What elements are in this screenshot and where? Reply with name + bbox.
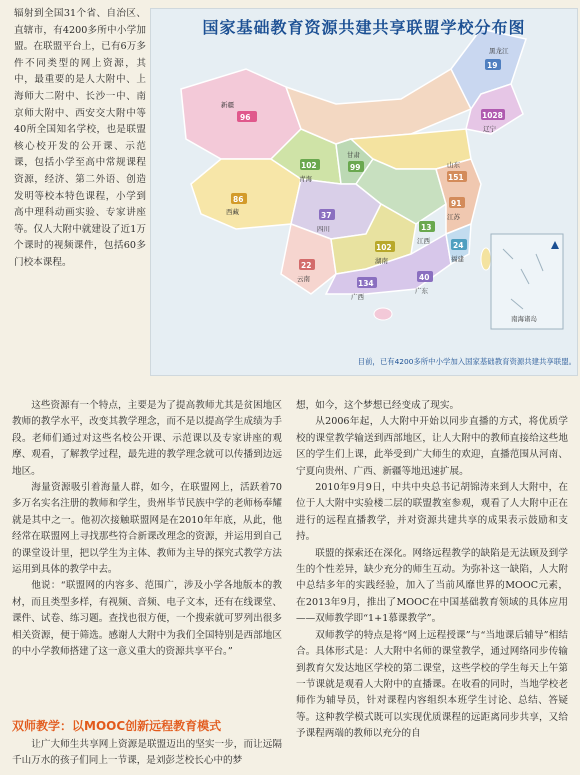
svg-text:甘肃: 甘肃 bbox=[347, 151, 360, 159]
svg-text:江苏: 江苏 bbox=[447, 213, 460, 221]
region-hainan bbox=[374, 308, 392, 320]
section-heading: 双师教学：以MOOC创新远程教育模式 bbox=[12, 719, 222, 733]
count-shandong: 151 bbox=[448, 173, 464, 182]
svg-text:青海: 青海 bbox=[299, 175, 312, 183]
count-jiangxi: 13 bbox=[421, 223, 432, 232]
paragraph: 这些资源有一个特点，主要是为了提高教师尤其是贫困地区教师的教学水平，改变其教学理念，而不是以提高学生成绩为手段。老师们通过对这些名校公开课、示范课以及专家讲座的观摩、观看，了解教学过程，最先进的教学理念就可以传播到边远地区。 bbox=[12, 400, 282, 477]
left-column bbox=[14, 6, 146, 272]
svg-text:南海诸岛: 南海诸岛 bbox=[511, 315, 537, 323]
count-guangdong: 40 bbox=[419, 273, 430, 282]
body-column-left-tail bbox=[12, 737, 282, 770]
count-jiangsu: 91 bbox=[451, 199, 462, 208]
svg-text:湖南: 湖南 bbox=[375, 257, 388, 265]
svg-text:江西: 江西 bbox=[417, 237, 430, 245]
paragraph: 他说：“联盟网的内容多、范围广，涉及小学各地版本的教材，而且类型多样，有视频、音频、电子文本，还有在线课堂、课件、试卷、练习题。查找也很方便，一个搜索就可罗列出很多相关资源，便于筛选。感谢人大附中为我们全国特别是西部地区的中小学教师搭建了这一意义重大的资源共享平台。” bbox=[12, 580, 282, 658]
svg-text:辽宁: 辽宁 bbox=[483, 125, 496, 133]
svg-text:黑龙江: 黑龙江 bbox=[489, 47, 509, 55]
svg-text:山东: 山东 bbox=[447, 161, 460, 169]
count-yunnan: 22 bbox=[301, 261, 312, 270]
paragraph: 让广大师生共享网上资源是联盟迈出的坚实一步，而让远隔千山万水的孩子们同上一节课，是刘彭芝校长心中的梦 bbox=[12, 739, 282, 767]
map-caption: 目前，已有4200多所中小学加入国家基础教育资源共建共享联盟。 bbox=[357, 357, 576, 366]
svg-text:四川: 四川 bbox=[317, 225, 330, 233]
region-taiwan bbox=[481, 248, 491, 270]
paragraph: 想，如今，这个梦想已经变成了现实。 bbox=[296, 400, 460, 411]
svg-text:新疆: 新疆 bbox=[221, 101, 234, 109]
count-sichuan: 37 bbox=[321, 211, 332, 220]
paragraph: 双师教学的特点是将“网上远程授课”与“当地课后辅导”相结合。具体形式是：人大附中名师的课堂教学，通过网络同步传输到教育欠发达地区学校的第二课堂，这些学校的学生每天上午第一节课就是观看人大附中的直播课。在收看的同时，当地学校老师作为辅导员，针对课程内容组织本班学生讨论、总结、答疑等。这种教学模式既可以实现优质课程的远距离同步共享，又给予课程两端的教师以充分的自 bbox=[296, 629, 568, 740]
paragraph: 联盟的探索还在深化。网络远程教学的缺陷是无法顾及到学生的个性差异，缺少充分的师生互动。为弥补这一缺陷，人大附中总结多年的实践经验，加入了当前风靡世界的MOOC元素，在2013年9月，推出了MOOC在中国基础教育领域的具体应用——双师教学即“1+1慕课教学”。 bbox=[296, 547, 568, 625]
svg-text:福建: 福建 bbox=[451, 255, 464, 263]
school-distribution-map bbox=[150, 8, 578, 376]
body-column-left bbox=[12, 398, 282, 661]
count-qinghai: 102 bbox=[301, 161, 317, 170]
count-gansu: 99 bbox=[350, 163, 361, 172]
svg-text:云南: 云南 bbox=[297, 275, 310, 283]
count-guangxi: 134 bbox=[358, 279, 374, 288]
count-tibet: 86 bbox=[233, 195, 244, 204]
svg-text:广东: 广东 bbox=[415, 287, 428, 295]
left-column-text: 辐射到全国31个省、自治区、直辖市，有4200多所中小学加盟。在联盟平台上，已有6万多件不同类型的网上资源，其中，最重要的是人大附中、上海师大二附中、长沙一中、南京师大附中、西安交大附中等40所全国知名学校，也是联盟核心校开发的公开课、示范课，包括小学至高中常规课程资源，经济、第二外语、创造发明等校本特色课程，小学到高中理科动画实验、专家讲座等。仅人大附中就建设了近1万个课时的视频课件，包括60多门校本课程。 bbox=[14, 8, 146, 268]
paragraph: 海量资源吸引着海量人群，如今，在联盟网上，活跃着70多万名实名注册的教师和学生，贵州毕节民族中学的老师杨奉耀就是其中之一。他初次接触联盟网是在2010年年底，从此，他经常在联盟网上寻找那些符合新课改理念的资源，并运用到自己的课堂设计里，把以学生为主体、教师为主导的探究式教学方法运用到具体的教学中去。 bbox=[12, 482, 282, 576]
count-hunan: 102 bbox=[376, 243, 392, 252]
map-graphic bbox=[151, 9, 577, 359]
count-xinjiang: 96 bbox=[240, 113, 251, 122]
paragraph: 从2006年起，人大附中开始以同步直播的方式，将优质学校的课堂教学输送到西部地区，让人大附中的教师直接给这些地区的学生们上课，此举受到广大师生的欢迎，直播范围从河南、宁夏向贵州、广西、新疆等地迅速扩展。 bbox=[296, 416, 568, 477]
body-column-right bbox=[296, 398, 568, 743]
svg-text:广西: 广西 bbox=[351, 293, 364, 301]
map-title: 国家基础教育资源共建共享联盟学校分布图 bbox=[202, 18, 526, 37]
count-fujian: 24 bbox=[453, 241, 464, 250]
count-heilongjiang: 19 bbox=[487, 61, 498, 70]
paragraph: 2010年9月9日，中共中央总书记胡锦涛来到人大附中，在位于人大附中实验楼二层的联盟教室参观，观看了人大附中正在进行的远程直播教学，并对资源共建共享的成果表示鼓励和支持。 bbox=[296, 482, 568, 543]
svg-text:西藏: 西藏 bbox=[226, 208, 239, 216]
count-liaoning: 1028 bbox=[482, 111, 503, 120]
